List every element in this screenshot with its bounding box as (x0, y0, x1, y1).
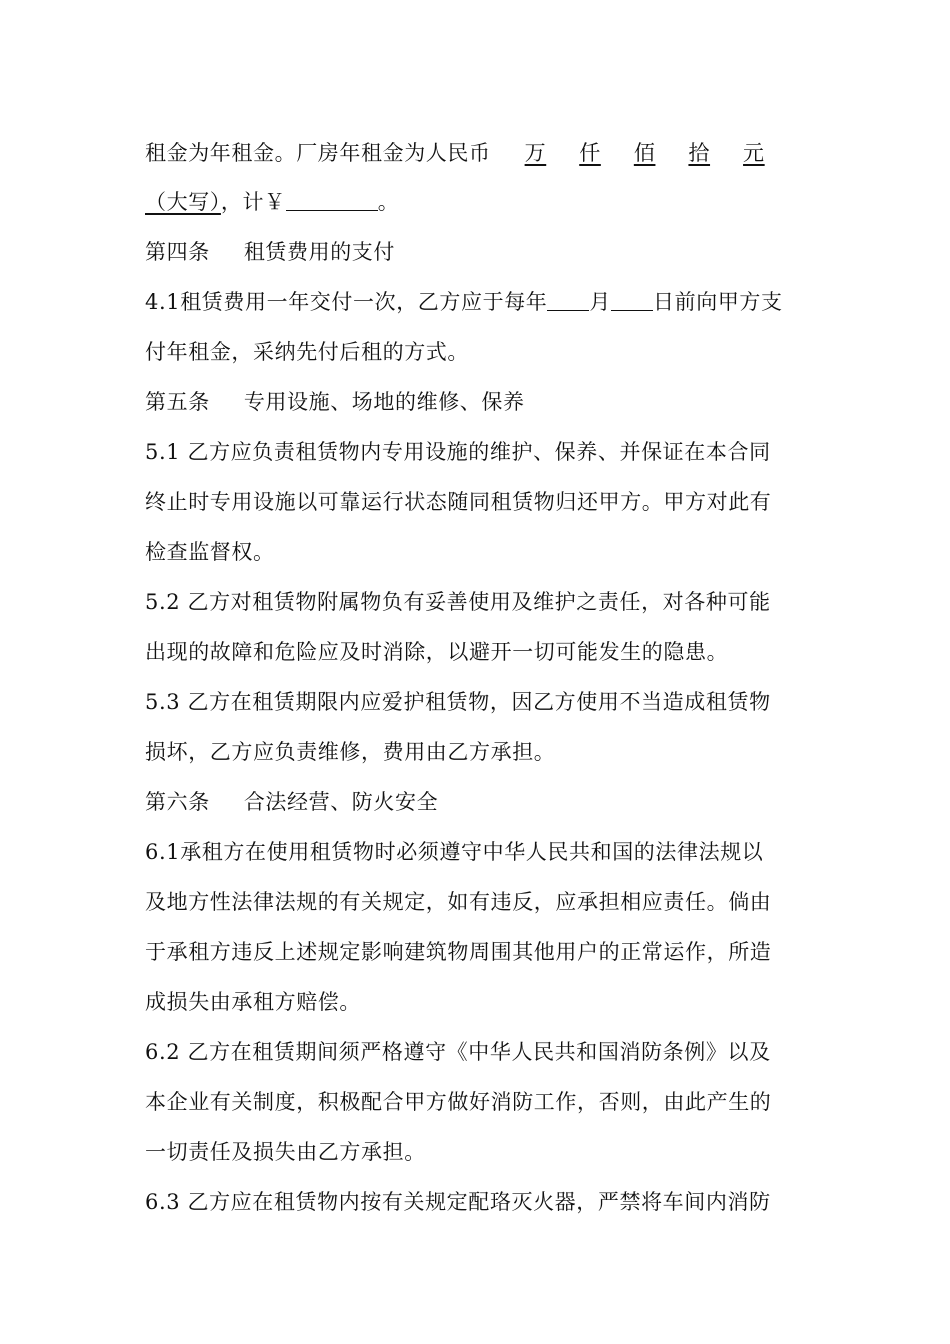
month-blank (547, 288, 589, 311)
daxie-label: （大写） (145, 190, 221, 214)
paragraph-5-2-line: 出现的故障和危险应及时消除，以避开一切可能发生的隐患。 (145, 640, 729, 664)
paragraph-5-1-line: 5.1 乙方应负责租赁物内专用设施的维护、保养、并保证在本合同 (145, 440, 771, 464)
amount-label: ，计￥ (220, 190, 286, 214)
paragraph-6-2-line: 一切责任及损失由乙方承担。 (145, 1140, 426, 1164)
article-number: 第四条 (145, 240, 210, 264)
paragraph-6-1-line: 6.1承租方在使用租赁物时必须遵守中华人民共和国的法律法规以 (145, 840, 764, 864)
paragraph-5-1-line: 终止时专用设施以可靠运行状态随同租赁物归还甲方。甲方对此有 (145, 490, 772, 514)
paragraph-5-2-line: 5.2 乙方对租赁物附属物负有妥善使用及维护之责任，对各种可能 (145, 590, 771, 614)
article-title: 专用设施、场地的维修、保养 (243, 390, 525, 414)
amount-end: 。 (377, 190, 400, 214)
paragraph-5-3-line: 5.3 乙方在租赁期限内应爱护租赁物，因乙方使用不当造成租赁物 (145, 690, 771, 714)
rent-amount-blank: 万 仟 佰 拾 元 (524, 141, 765, 165)
paragraph-5-1-line: 检查监督权。 (145, 540, 275, 564)
rent-line (145, 138, 807, 168)
article-number: 第六条 (145, 790, 210, 814)
article-6-heading (145, 787, 807, 817)
paragraph-6-2-line: 本企业有关制度，积极配合甲方做好消防工作，否则，由此产生的 (145, 1090, 772, 1114)
paragraph-6-1-line: 成损失由承租方赔偿。 (145, 990, 361, 1014)
paragraph-6-1-line: 于承租方违反上述规定影响建筑物周围其他用户的正常运作，所造 (145, 940, 772, 964)
paragraph-6-1-line: 及地方性法律法规的有关规定，如有违反，应承担相应责任。倘由 (145, 890, 772, 914)
article-number: 第五条 (145, 390, 210, 414)
article-title: 租赁费用的支付 (243, 240, 396, 264)
paragraph-6-2-line: 6.2 乙方在租赁期间须严格遵守《中华人民共和国消防条例》以及 (145, 1040, 771, 1064)
article-4-heading (145, 237, 807, 267)
article-title: 合法经营、防火安全 (243, 790, 439, 814)
paragraph-6-3-line: 6.3 乙方应在租赁物内按有关规定配珞灭火器，严禁将车间内消防 (145, 1190, 771, 1214)
daxie-line (145, 187, 807, 217)
paragraph-5-3-line: 损坏，乙方应负责维修，费用由乙方承担。 (145, 740, 556, 764)
article-5-heading (145, 387, 807, 417)
paragraph-4-1-line-2: 付年租金，采纳先付后租的方式。 (145, 340, 469, 364)
amount-blank (286, 188, 378, 211)
day-blank (611, 288, 653, 311)
paragraph-4-1: 4.1租赁费用一年交付一次，乙方应于每年 月 日前向甲方支 (145, 290, 783, 314)
rent-text: 租金为年租金。厂房年租金为人民币 (145, 141, 491, 165)
